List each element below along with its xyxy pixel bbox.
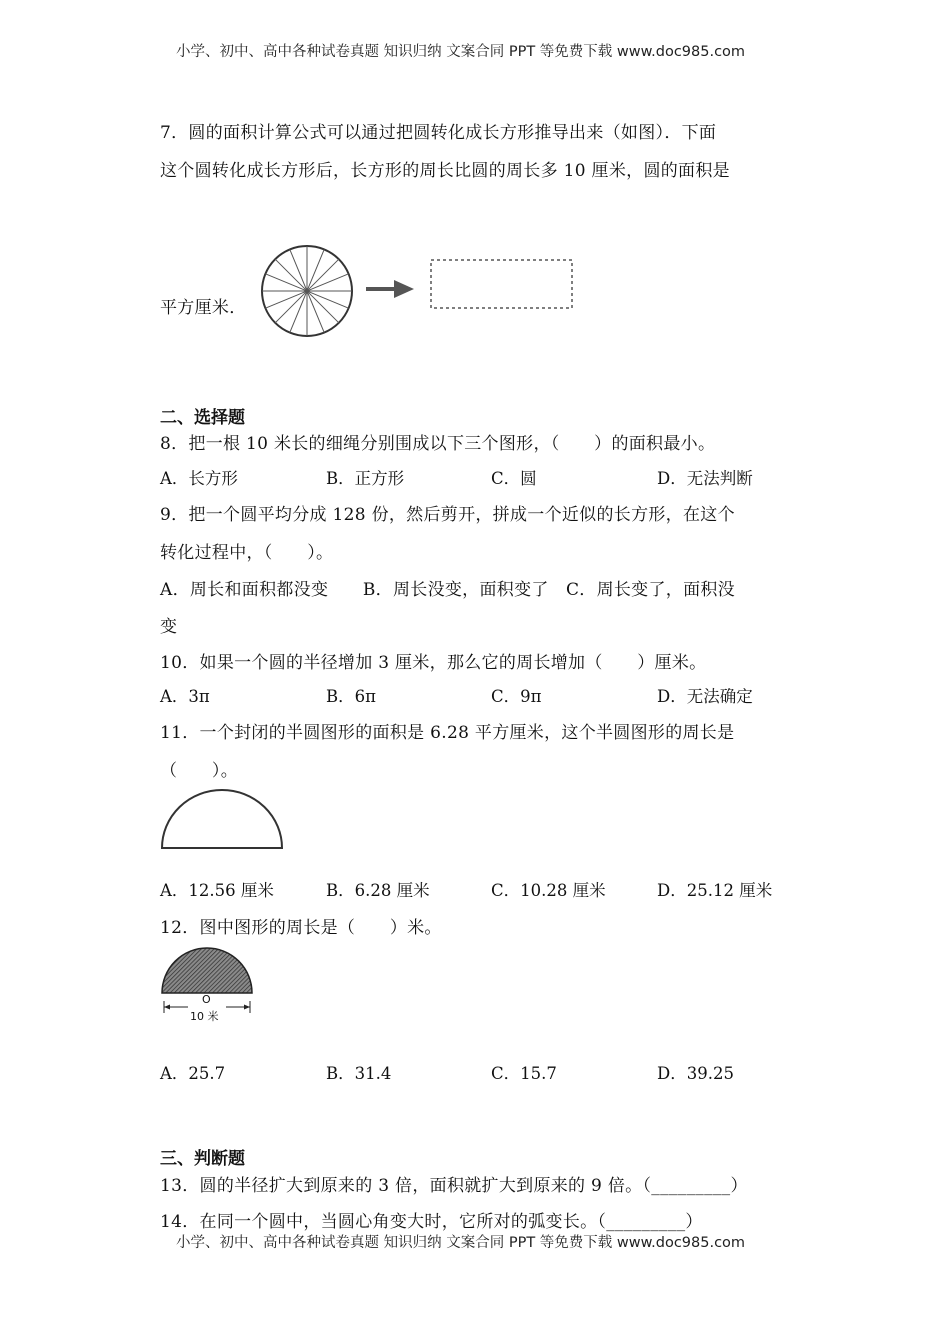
q11-semicircle-figure	[158, 786, 286, 852]
page-footer: 小学、初中、高中各种试卷真题 知识归纳 文案合同 PPT 等免费下载 www.doc985.com	[176, 1235, 746, 1251]
q11-option-d[interactable]: D．25.12 厘米	[657, 881, 773, 900]
q12-option-a[interactable]: A．25.7	[160, 1064, 226, 1083]
q9-options[interactable]: A．周长和面积都没变 B．周长没变，面积变了 C．周长变了，面积没	[160, 580, 735, 600]
arrow-right-icon	[366, 280, 414, 298]
q10-option-c[interactable]: C．9π	[491, 687, 542, 706]
q11-option-a[interactable]: A．12.56 厘米	[160, 881, 274, 900]
divided-circle-icon	[262, 246, 352, 336]
q12-option-c[interactable]: C．15.7	[491, 1064, 557, 1083]
q7-line2: 这个圆转化成长方形后，长方形的周长比圆的周长多 10 厘米，圆的面积是	[160, 161, 730, 181]
q11-option-b[interactable]: B．6.28 厘米	[326, 881, 430, 900]
q12-width-label: 10 米	[190, 1010, 219, 1023]
q11-option-c[interactable]: C．10.28 厘米	[491, 881, 606, 900]
q12-option-d[interactable]: D．39.25	[657, 1064, 734, 1083]
page-header: 小学、初中、高中各种试卷真题 知识归纳 文案合同 PPT 等免费下载 www.doc985.com	[176, 44, 746, 60]
q11-line2: （ ）。	[160, 761, 238, 781]
q13-stem: 13．圆的半径扩大到原来的 3 倍，面积就扩大到原来的 9 倍。（_________）	[160, 1176, 748, 1196]
q8-option-c[interactable]: C．圆	[491, 469, 537, 488]
q8-option-d[interactable]: D．无法判断	[657, 469, 753, 488]
q8-stem: 8．把一根 10 米长的细绳分别围成以下三个图形，（ ）的面积最小。	[160, 434, 716, 454]
q9-line2: 转化过程中，（ ）。	[160, 543, 334, 563]
q11-line1: 11．一个封闭的半圆图形的面积是 6.28 平方厘米，这个半圆图形的周长是	[160, 723, 735, 743]
section-3-title: 三、判断题	[160, 1149, 245, 1169]
q10-stem: 10．如果一个圆的半径增加 3 厘米，那么它的周长增加（ ）厘米。	[160, 653, 707, 673]
q9-options-wrap: 变	[160, 617, 178, 637]
dashed-rectangle	[431, 260, 572, 308]
q12-option-b[interactable]: B．31.4	[326, 1064, 392, 1083]
q8-option-b[interactable]: B．正方形	[326, 469, 405, 488]
q12-stem: 12．图中图形的周长是（ ）米。	[160, 918, 442, 938]
q14-stem: 14．在同一个圆中，当圆心角变大时，它所对的弧变长。（_________）	[160, 1212, 703, 1232]
q7-circle-to-rectangle-figure	[258, 240, 588, 340]
q12-center-label: O	[202, 993, 211, 1006]
q8-option-a[interactable]: A．长方形	[160, 469, 238, 488]
q7-tail: 平方厘米．	[160, 298, 247, 318]
q7-line1: 7．圆的面积计算公式可以通过把圆转化成长方形推导出来（如图）．下面	[160, 123, 717, 143]
section-2-title: 二、选择题	[160, 408, 245, 428]
q10-option-a[interactable]: A．3π	[160, 687, 210, 706]
q10-option-b[interactable]: B．6π	[326, 687, 376, 706]
q9-line1: 9．把一个圆平均分成 128 份，然后剪开，拼成一个近似的长方形，在这个	[160, 505, 735, 525]
q10-option-d[interactable]: D．无法确定	[657, 687, 753, 706]
